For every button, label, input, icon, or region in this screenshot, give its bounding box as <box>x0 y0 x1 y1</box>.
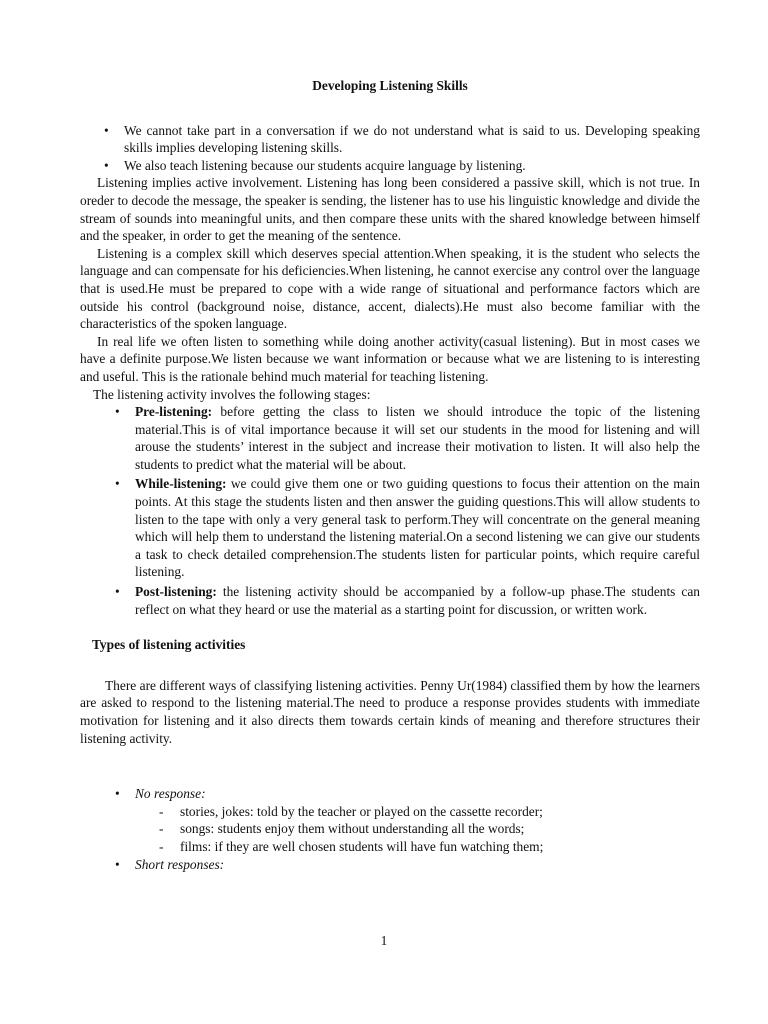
no-response-item <box>80 785 700 855</box>
intro-bullet: • We also teach listening because our students acquire language by listening. <box>80 157 700 175</box>
no-response-label: No response <box>135 786 202 802</box>
page-content <box>80 77 700 873</box>
paragraph-active-involvement: Listening implies active involvement. Listening has long been considered a passive skill, which is not true. In oreder to decode the message, the speaker is sending, the listener has to use his linguistic knowledge and divide the stream of sounds into meaningful units, and then compare these units with the shared knowledge between himself and the speaker, in order to get the meaning of the sentence. <box>80 175 700 244</box>
short-responses-label: Short responses: <box>135 856 225 872</box>
list-item: - films: if they are well chosen students will have fun watching them; <box>80 838 700 856</box>
short-responses-item <box>80 856 700 874</box>
types-paragraph: There are different ways of classifying listening activities. Penny Ur(1984) classified them by how the learners are asked to respond to the listening material.The need to produce a response provides students with immediate motivation for listening and it also directs them towards certain kinds of meaning and therefore structures their listening activity. <box>80 677 700 746</box>
paragraph-real-life: In real life we often listen to something while doing another activity(casual listening). But in most cases we have a definite purpose.We listen because we want information or because what we are listening to is interesting and useful. This is the rationale behind much material for teaching listening. <box>80 333 700 384</box>
stage-term: While-listening: <box>135 476 227 492</box>
stage-post-listening <box>80 583 700 618</box>
responses-list <box>80 785 700 873</box>
stage-text: before getting the class to listen we should introduce the topic of the listening material.This is of vital importance because it will set our students in the mood for listening and will arouse the students’ interest in the subject and increase their motivation to listen. It will also help the students to predict what the material will be about. <box>135 404 700 472</box>
no-response-colon: : <box>201 786 206 802</box>
stage-term: Post-listening: <box>135 584 217 600</box>
section-heading: Types of listening activities <box>92 637 246 653</box>
intro-bullet: • We cannot take part in a conversation if we do not understand what is said to us. Developing speaking skills implies developing listening skills. <box>80 122 700 157</box>
list-item: - stories, jokes: told by the teacher or played on the cassette recorder; <box>80 803 700 821</box>
stage-term: Pre-listening: <box>135 404 213 420</box>
list-item: - songs: students enjoy them without understanding all the words; <box>80 820 700 838</box>
page-title: Developing Listening Skills <box>312 78 468 93</box>
stage-text: we could give them one or two guiding questions to focus their attention on the main points. At this stage the students listen and then answer the guiding questions.This will allow students to listen to the tape with only a very general task to perform.They will concentrate on the general meaning which will help them to understand the listening material.On a second listening we can give our students a task to check detailed comprehension.The students listen for particular points, which require careful listening. <box>135 476 700 580</box>
stage-text: the listening activity should be accompanied by a follow-up phase.The students can reflect on what they heard or use the material as a starting point for discussion, or written work. <box>135 584 700 617</box>
no-response-sublist <box>135 803 700 856</box>
page-number: 1 <box>380 933 388 948</box>
stage-pre-listening <box>80 403 700 473</box>
stages-list <box>80 403 700 618</box>
intro-bullet-list <box>80 122 700 175</box>
stages-intro: The listening activity involves the following stages: <box>93 386 371 402</box>
paragraph-complex-skill: Listening is a complex skill which deserves special attention.When speaking, it is the student who selects the language and can compensate for his deficiencies.When listening, he cannot exercise any control over the language that is used.He must be prepared to cope with a wide range of situational and performance factors which are outside his control (background noise, distance, accent, dialects).He must also become familiar with the characteristics of the spoken language. <box>80 245 700 332</box>
stage-while-listening <box>80 475 700 581</box>
